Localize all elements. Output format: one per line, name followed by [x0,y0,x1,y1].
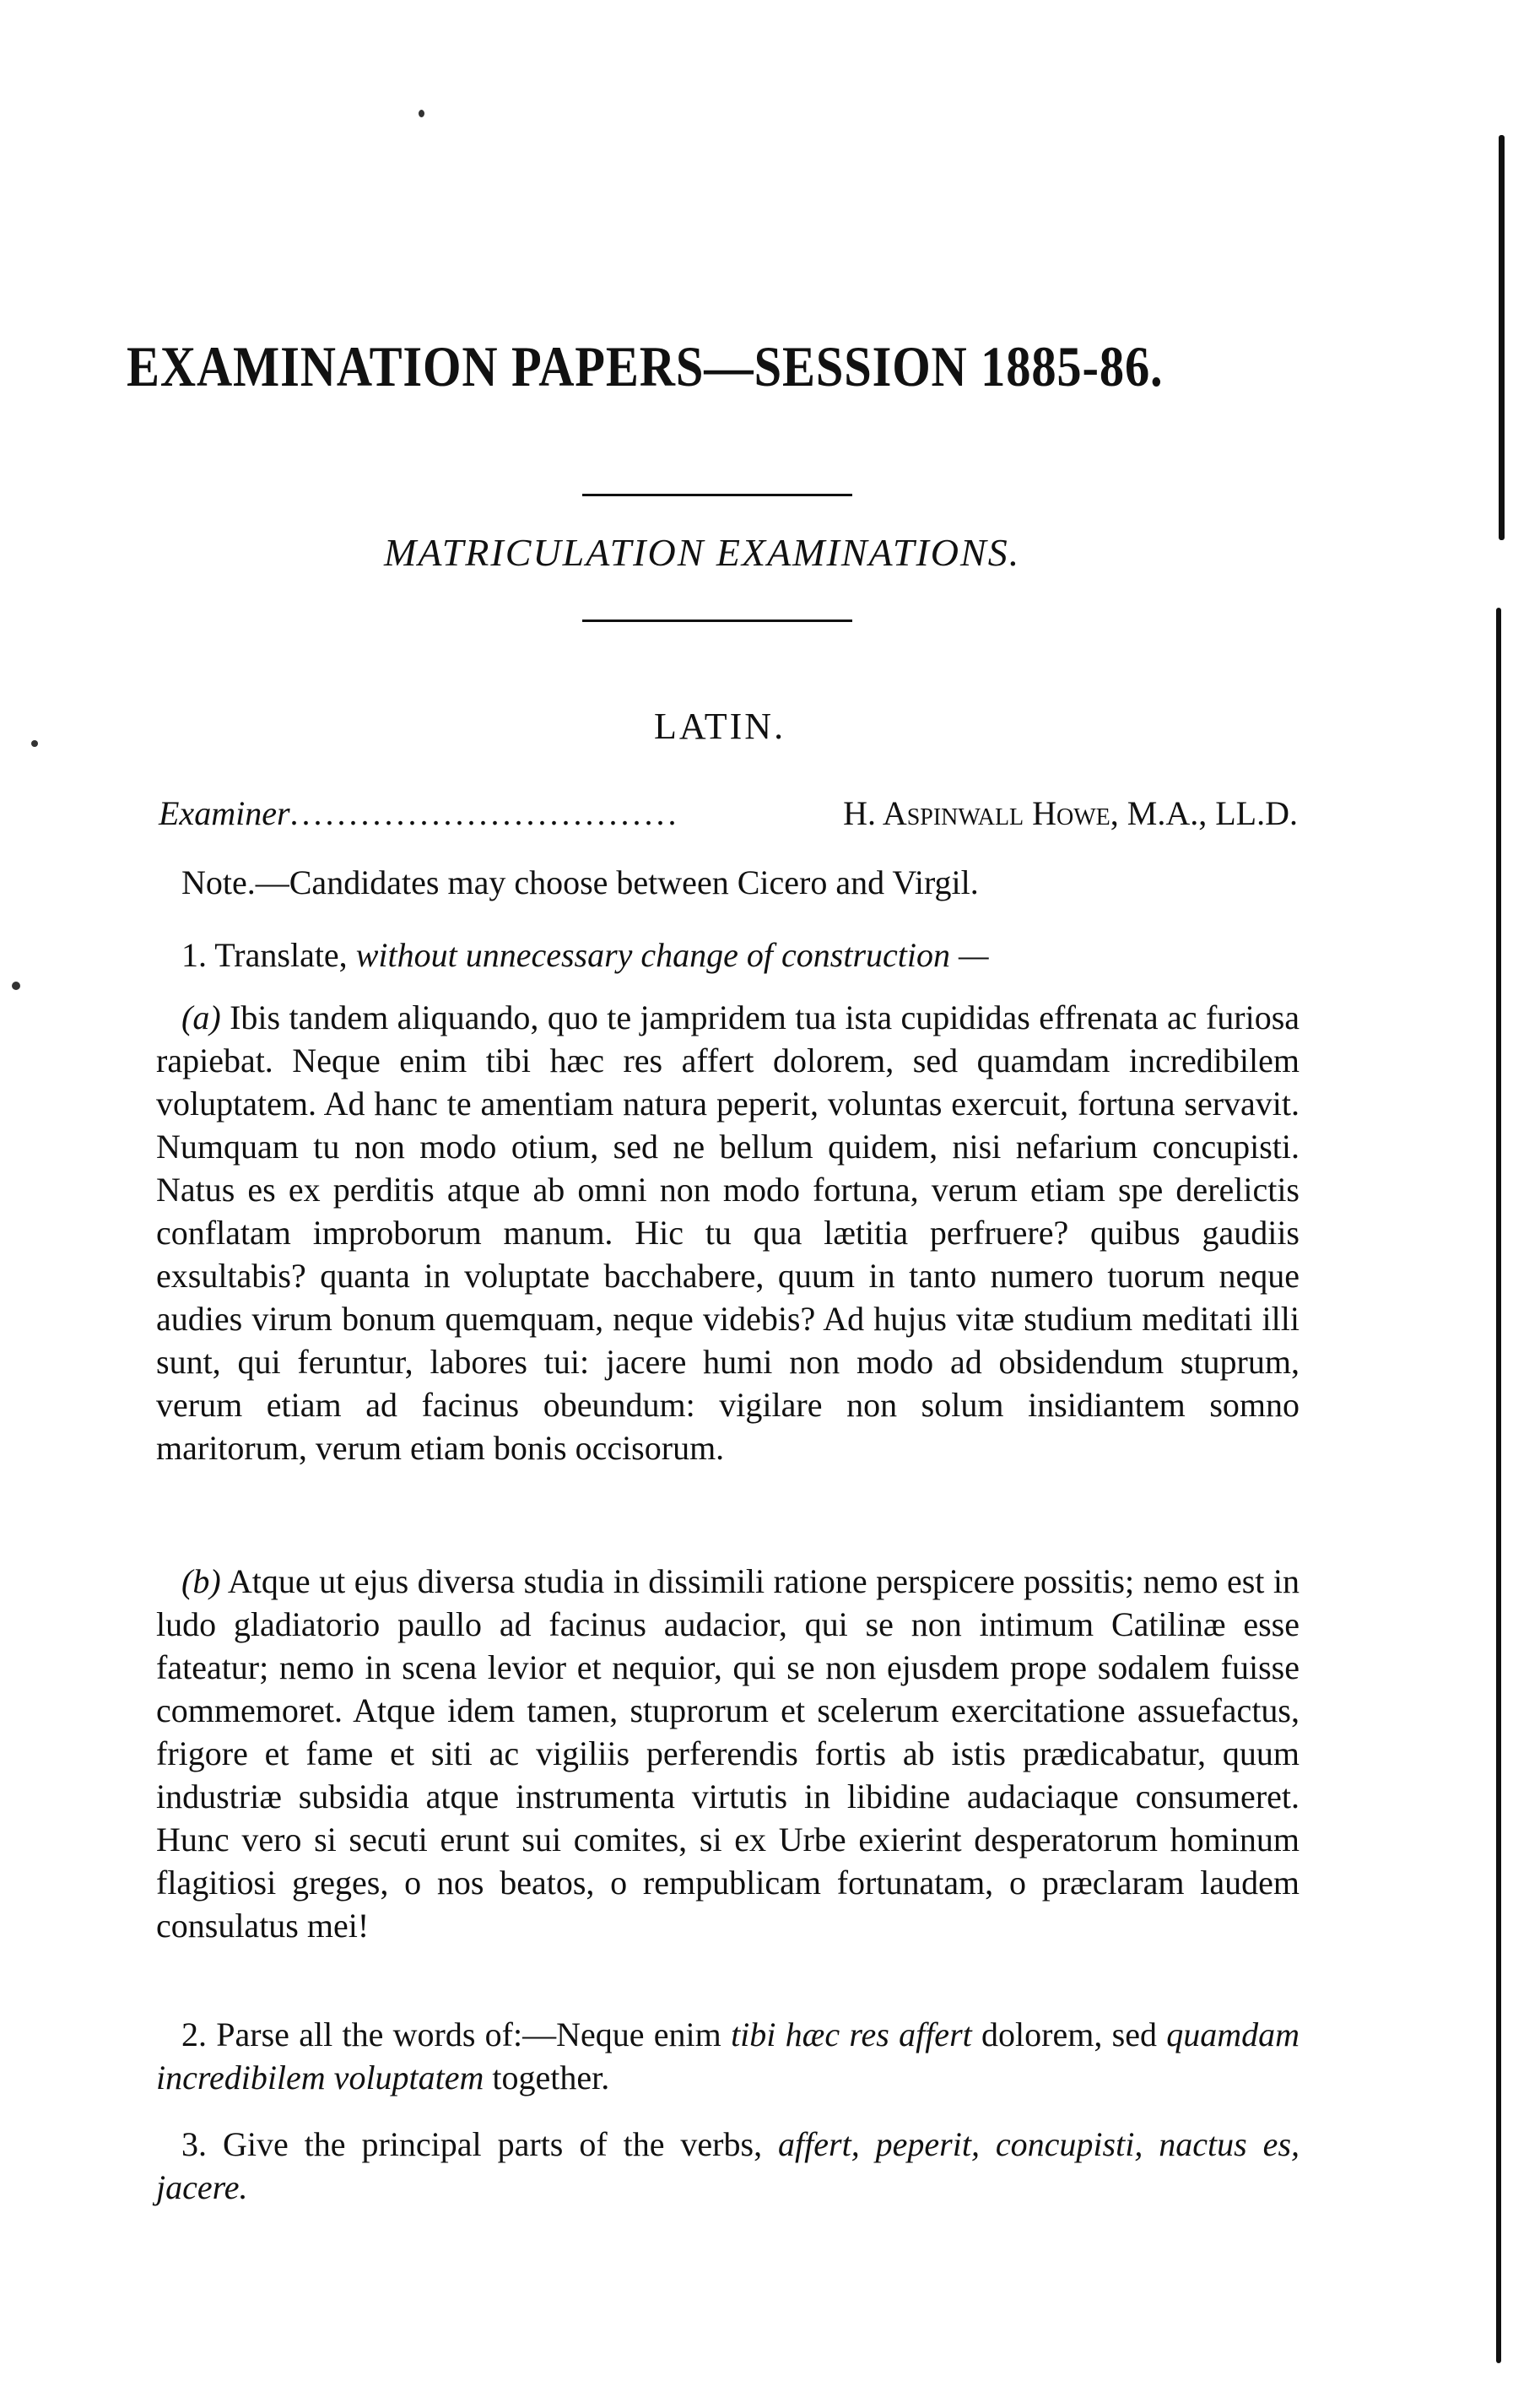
question-1-prompt: Translate, [214,936,348,974]
question-1 [156,933,1300,977]
question-2 [156,2013,1300,2099]
passage-b [156,1560,1300,1947]
question-3-text [156,2123,1300,2209]
question-2-italic-2: quamdam incredibilem voluptatem [156,2015,1300,2097]
subject-heading: LATIN. [654,706,786,747]
leader-dots: ................................. [289,794,680,832]
question-2-text [156,2013,1300,2099]
page-title: EXAMINATION PAPERS—SESSION 1885-86. [127,334,1164,398]
question-2-italic-1: tibi hæc res affert [731,2015,972,2053]
passage-a-paragraph [156,996,1300,1469]
question-1-text [156,933,1300,977]
candidate-note [156,861,1300,904]
question-1-instruction: without unnecessary change of construction — [355,936,989,974]
scan-speck [12,982,20,990]
passage-b-text: Atque ut ejus diversa studia in dissimili ratione perspicere possitis; nemo est in ludo gladiatorio paullo ad facinus audacior, qui se non intimum Catilinæ esse fateatur; nemo in scena levior et nequior, qui se non ejusdem prope sodalem fuisse commemoret. Atque idem tamen, stuprorum et scelerum exercitatione assuefactus, frigore et fame et siti ac vigiliis perferendis fortis ab istis prædicabatur, quum industriæ subsidia atque instrumenta virtutis in libidine audaciaque consumeret. Hunc vero si secuti erunt sui comites, si ex Urbe exierint desperatorum hominum flagitiosi greges, o nos beatos, o rempublicam fortunatam, o præclaram laudem consulatus mei! [156,1562,1300,1945]
scan-edge-line-main [1496,608,1501,2363]
question-2-lead: 2. Parse all the words of:—Neque enim [181,2015,721,2053]
passage-a [156,996,1300,1469]
question-3-lead: 3. Give the principal parts of the verbs, [181,2125,763,2163]
scan-speck [31,740,38,747]
passage-a-label: (a) [181,998,221,1036]
question-3 [156,2123,1300,2209]
passage-a-text: Ibis tandem aliquando, quo te jampridem tua ista cupididas effrenata ac furiosa rapiebat. Neque enim tibi hæc res affert dolorem, sed quamdam incredibilem voluptatem. Ad hanc te amentiam natura peperit, voluntas exercuit, fortuna servavit. Numquam tu non modo otium, sed ne bellum quidem, nisi nefarium concupisti. Natus es ex perditis atque ab omni non modo fortuna, verum etiam spe derelictis conflatam improborum manum. Hic tu qua lætitia perfruere? quibus gaudiis exsultabis? quanta in voluptate bacchabere, quum in tanto numero tuorum neque audies virum bonum quemquam, neque videbis? Ad hujus vitæ studium meditati illi sunt, qui feruntur, labores tui: jacere humi non modo ad obsidendum stuprum, verum etiam ad facinus obeundum: vigilare non solum insidiantem somno maritorum, verum etiam bonis occisorum. [156,998,1300,1467]
scan-speck [419,110,424,117]
divider-rule-top [582,494,852,496]
passage-b-label: (b) [181,1562,221,1600]
examiner-line [159,793,1298,836]
scan-edge-line-top [1499,135,1505,540]
question-3-italic: affert, peperit, concupisti, nactus es, jacere. [156,2125,1300,2206]
question-2-middle: dolorem, sed [981,2015,1157,2053]
examiner-label: Examiner [159,794,290,832]
question-2-end: together. [492,2059,610,2097]
note-text: Note.—Candidates may choose between Cicero and Virgil. [181,863,979,901]
divider-rule-bottom [582,619,852,622]
page-subtitle: MATRICULATION EXAMINATIONS. [384,531,1021,574]
passage-b-paragraph [156,1560,1300,1947]
question-1-number: 1. [181,936,207,974]
examiner-name: H. Aspinwall Howe, M.A., LL.D. [843,794,1298,832]
